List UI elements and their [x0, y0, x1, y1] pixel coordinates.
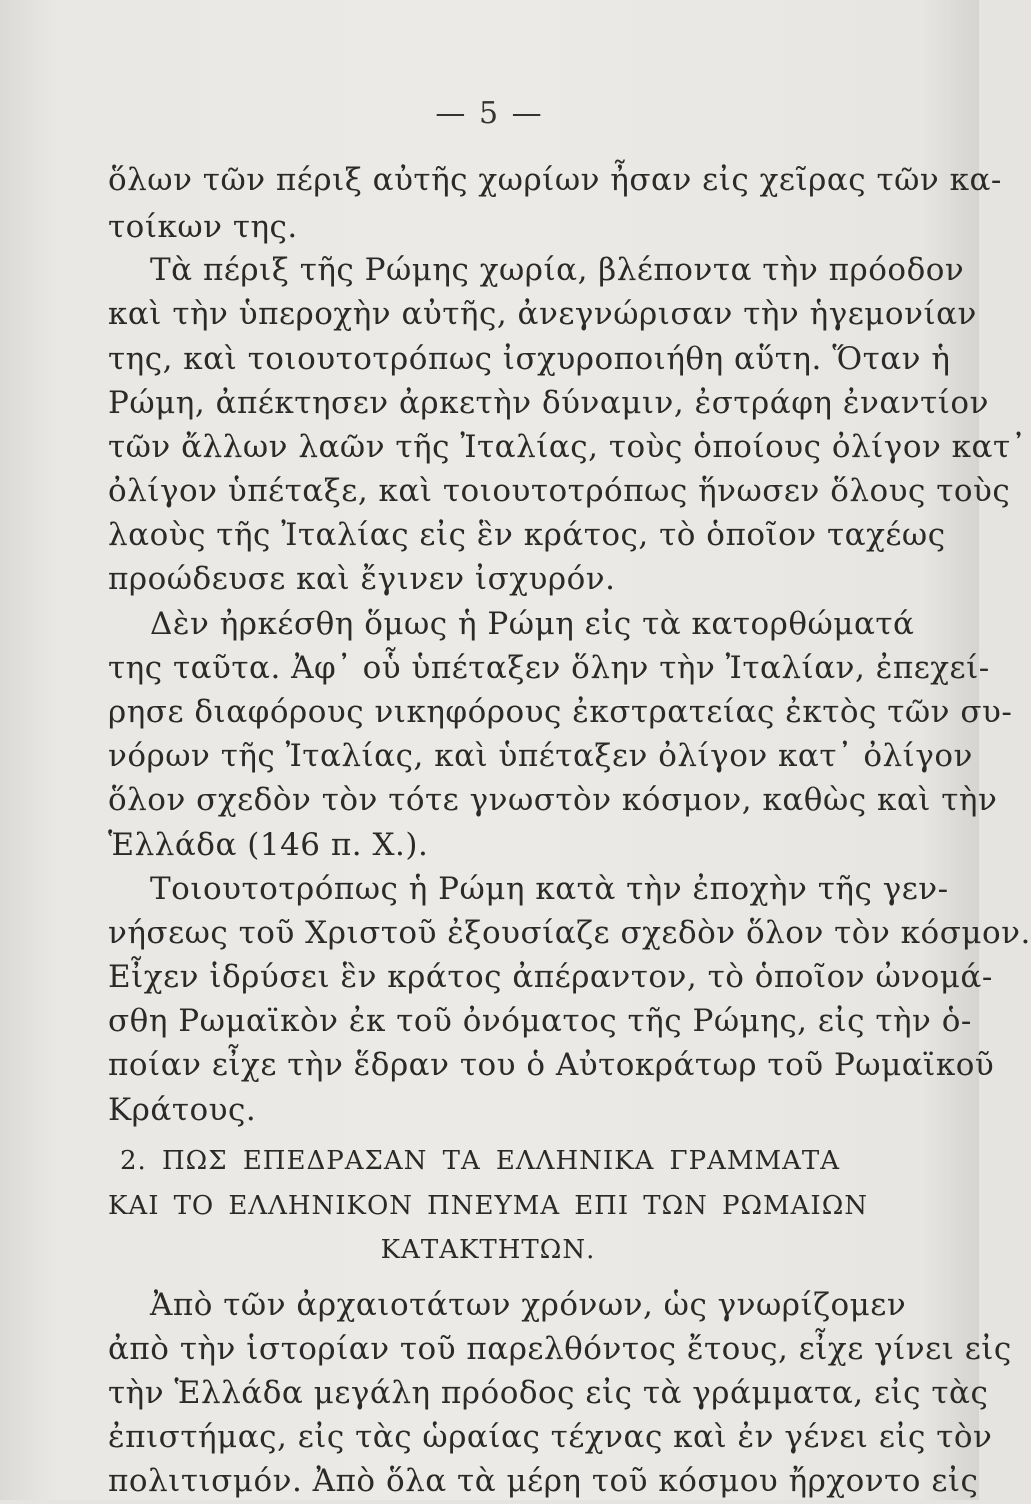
text-line: τοίκων της.	[108, 209, 298, 245]
text-line: τῶν ἄλλων λαῶν τῆς Ἰταλίας, τοὺς ὁποίους ὀλίγον κατ᾽	[108, 429, 1027, 465]
text-line: της, καὶ τοιουτοτρόπως ἰσχυροποιήθη αὕτη. Ὅταν ἡ	[108, 341, 951, 377]
text-line: προώδευσε καὶ ἔγινεν ἰσχυρόν.	[108, 561, 616, 597]
page-number: — 5 —	[435, 96, 544, 131]
text-line: λαοὺς τῆς Ἰταλίας εἰς ἓν κράτος, τὸ ὁποῖον ταχέως	[108, 517, 946, 553]
text-line: νόρων τῆς Ἰταλίας, καὶ ὑπέταξεν ὀλίγον κατ᾽ ὀλίγον	[108, 738, 973, 774]
text-line: ἐπιστήμας, εἰς τὰς ὡραίας τέχνας καὶ ἐν γένει εἰς τὸν	[108, 1419, 993, 1455]
text-line: Δὲν ἠρκέσθη ὅμως ἡ Ρώμη εἰς τὰ κατορθώματά	[150, 606, 915, 642]
text-line: νήσεως τοῦ Χριστοῦ ἐξουσίαζε σχεδὸν ὅλον τὸν κόσμον.	[108, 915, 1031, 951]
text-line: της ταῦτα. Ἀφ᾽ οὗ ὑπέταξεν ὅλην τὴν Ἰταλίαν, ἐπεχεί-	[108, 650, 990, 686]
section-heading-line: ΚΑΤΑΚΤΗΤΩΝ.	[380, 1235, 596, 1265]
text-line: ποίαν εἶχε τὴν ἕδραν του ὁ Αὐτοκράτωρ τοῦ Ρωμαϊκοῦ	[108, 1047, 995, 1083]
section-heading-line: 2. ΠΩΣ ΕΠΕΔΡΑΣΑΝ ΤΑ ΕΛΛΗΝΙΚΑ ΓΡΑΜΜΑΤΑ	[120, 1146, 840, 1176]
text-line: ρησε διαφόρους νικηφόρους ἐκστρατείας ἐκτὸς τῶν συ-	[108, 694, 1013, 730]
text-line: Ἀπὸ τῶν ἀρχαιοτάτων χρόνων, ὡς γνωρίζομεν	[150, 1287, 907, 1323]
text-line: σθη Ρωμαϊκὸν ἐκ τοῦ ὀνόματος τῆς Ρώμης, εἰς τὴν ὁ-	[108, 1003, 972, 1039]
text-line: ὅλον σχεδὸν τὸν τότε γνωστὸν κόσμον, καθὼς καὶ τὴν	[108, 782, 998, 818]
text-line: Ρώμη, ἀπέκτησεν ἀρκετὴν δύναμιν, ἐστράφη ἐναντίον	[108, 385, 989, 421]
text-line: Τοιουτοτρόπως ἡ Ρώμη κατὰ τὴν ἐποχὴν τῆς γεν-	[150, 871, 949, 907]
text-line: ὀλίγον ὑπέταξε, καὶ τοιουτοτρόπως ἥνωσεν ὅλους τοὺς	[108, 473, 1011, 509]
text-line: Τὰ πέριξ τῆς Ρώμης χωρία, βλέποντα τὴν πρόοδον	[150, 252, 965, 288]
text-line: ἀπὸ τὴν ἱστορίαν τοῦ παρελθόντος ἔτους, εἶχε γίνει εἰς	[108, 1331, 1012, 1367]
text-line: πολιτισμόν. Ἀπὸ ὅλα τὰ μέρη τοῦ κόσμου ἤρχοντο εἰς	[108, 1463, 979, 1499]
text-line: Ἑλλάδα (146 π. Χ.).	[108, 827, 429, 863]
text-line: καὶ τὴν ὑπεροχὴν αὐτῆς, ἀνεγνώρισαν τὴν ἡγεμονίαν	[108, 296, 977, 332]
text-line: ὅλων τῶν πέριξ αὐτῆς χωρίων ἦσαν εἰς χεῖρας τῶν κα-	[108, 162, 1002, 198]
text-line: τὴν Ἑλλάδα μεγάλη πρόοδος εἰς τὰ γράμματα, εἰς τὰς	[108, 1375, 989, 1411]
text-line: Εἶχεν ἱδρύσει ἓν κράτος ἀπέραντον, τὸ ὁποῖον ὠνομά-	[108, 959, 993, 995]
text-line: Κράτους.	[108, 1092, 257, 1128]
section-heading-line: ΚΑΙ ΤΟ ΕΛΛΗΝΙΚΟΝ ΠΝΕΥΜΑ ΕΠΙ ΤΩΝ ΡΩΜΑΙΩΝ	[108, 1191, 868, 1221]
